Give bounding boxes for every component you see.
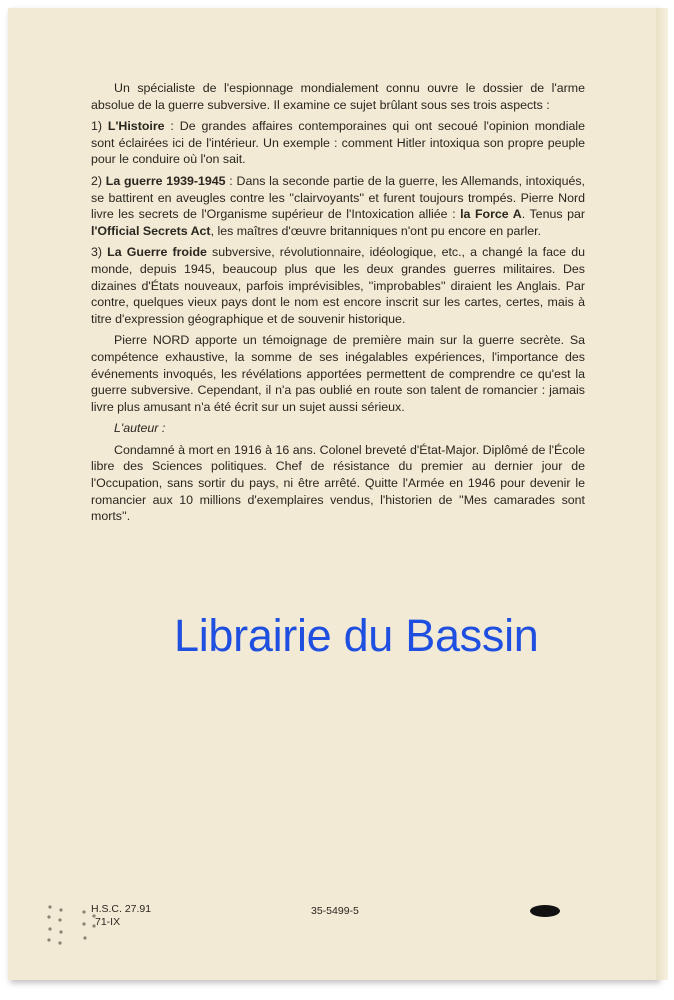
item-text: subversive, révolutionnaire, idéologique, etc., a changé la face du monde, depuis 1945, beaucoup plus que les deux grandes guerres militaires. Des dizaines d'États nouveaux, parfois imprévisibles, ''improbables'' diraient les Anglais. Par contre, quelques vieux pays dont le nom est encore inscrit sur les cartes, certes, mais à titre d'expression géographique et de souvenir historique.	[91, 245, 585, 326]
item-number: 1)	[91, 119, 103, 134]
item-emphasis: la Force A	[460, 207, 522, 222]
item-text: . Tenus par	[521, 207, 585, 222]
conclusion-paragraph: Pierre NORD apporte un témoignage de première main sur la guerre secrète. Sa compétence exhaustive, la somme de ses inégalables expériences, l'importance des événements invoqués, les révélations apportées permettent de comprendre ce qu'est la guerre subversive. Cependant, il n'a pas oublié en route son talent de romancier : jamais livre plus amusant n'a été écrit sur un sujet aussi sérieux.	[91, 333, 585, 414]
ink-blot	[530, 905, 560, 917]
item-histoire	[91, 118, 585, 168]
item-title: La guerre 1939-1945	[105, 173, 226, 188]
item-number: 2)	[91, 173, 103, 188]
item-title: La Guerre froide	[107, 245, 207, 260]
catalog-code	[91, 903, 151, 929]
item-number: 3)	[91, 245, 103, 260]
author-heading: L'auteur :	[114, 421, 166, 436]
item-text: , les maîtres d'œuvre britanniques n'ont pu encore en parler.	[210, 223, 542, 238]
catalog-code-line2: 71-IX	[95, 916, 121, 928]
item-guerre-1939-1945	[91, 173, 585, 239]
bookshop-watermark: Librairie du Bassin	[174, 610, 539, 661]
blurb-text	[91, 80, 585, 530]
isbn-number: 35-5499-5	[311, 905, 359, 917]
item-guerre-froide	[91, 244, 585, 327]
author-bio: Condamné à mort en 1916 à 16 ans. Colonel breveté d'État-Major. Diplômé de l'École libre des Sciences politiques. Chef de résistance du premier au dernier jour de l'Occupation, sans sortir du pays, ni être arrêté. Quitte l'Armée en 1946 pour devenir le romancier aux 10 millions d'exemplaires vendus, l'historien de ''Mes camarades sont morts''.	[91, 442, 585, 524]
item-text: : De grandes affaires contemporaines qui ont secoué l'opinion mondiale sont éclairées ici de l'intérieur. Un exemple : comment Hitler intoxiqua son propre peuple pour le conduire où l'on sait.	[91, 119, 585, 167]
catalog-code-line1: H.S.C. 27.91	[91, 903, 152, 915]
item-title: L'Histoire	[107, 119, 165, 134]
item-text: : Dans la seconde partie de la guerre, les Allemands, intoxiqués, se battirent en aveugles contre les ''clairvoyants'' et furent toujours trompés. Pierre Nord livre les secrets de l'Organisme supérieur de l'Intoxication alliée :	[91, 173, 585, 222]
intro-paragraph: Un spécialiste de l'espionnage mondialement connu ouvre le dossier de l'arme absolue de la guerre subversive. Il examine ce sujet brûlant sous ses trois aspects :	[91, 81, 585, 112]
cover-edge	[656, 8, 668, 980]
item-emphasis: l'Official Secrets Act	[91, 223, 211, 238]
